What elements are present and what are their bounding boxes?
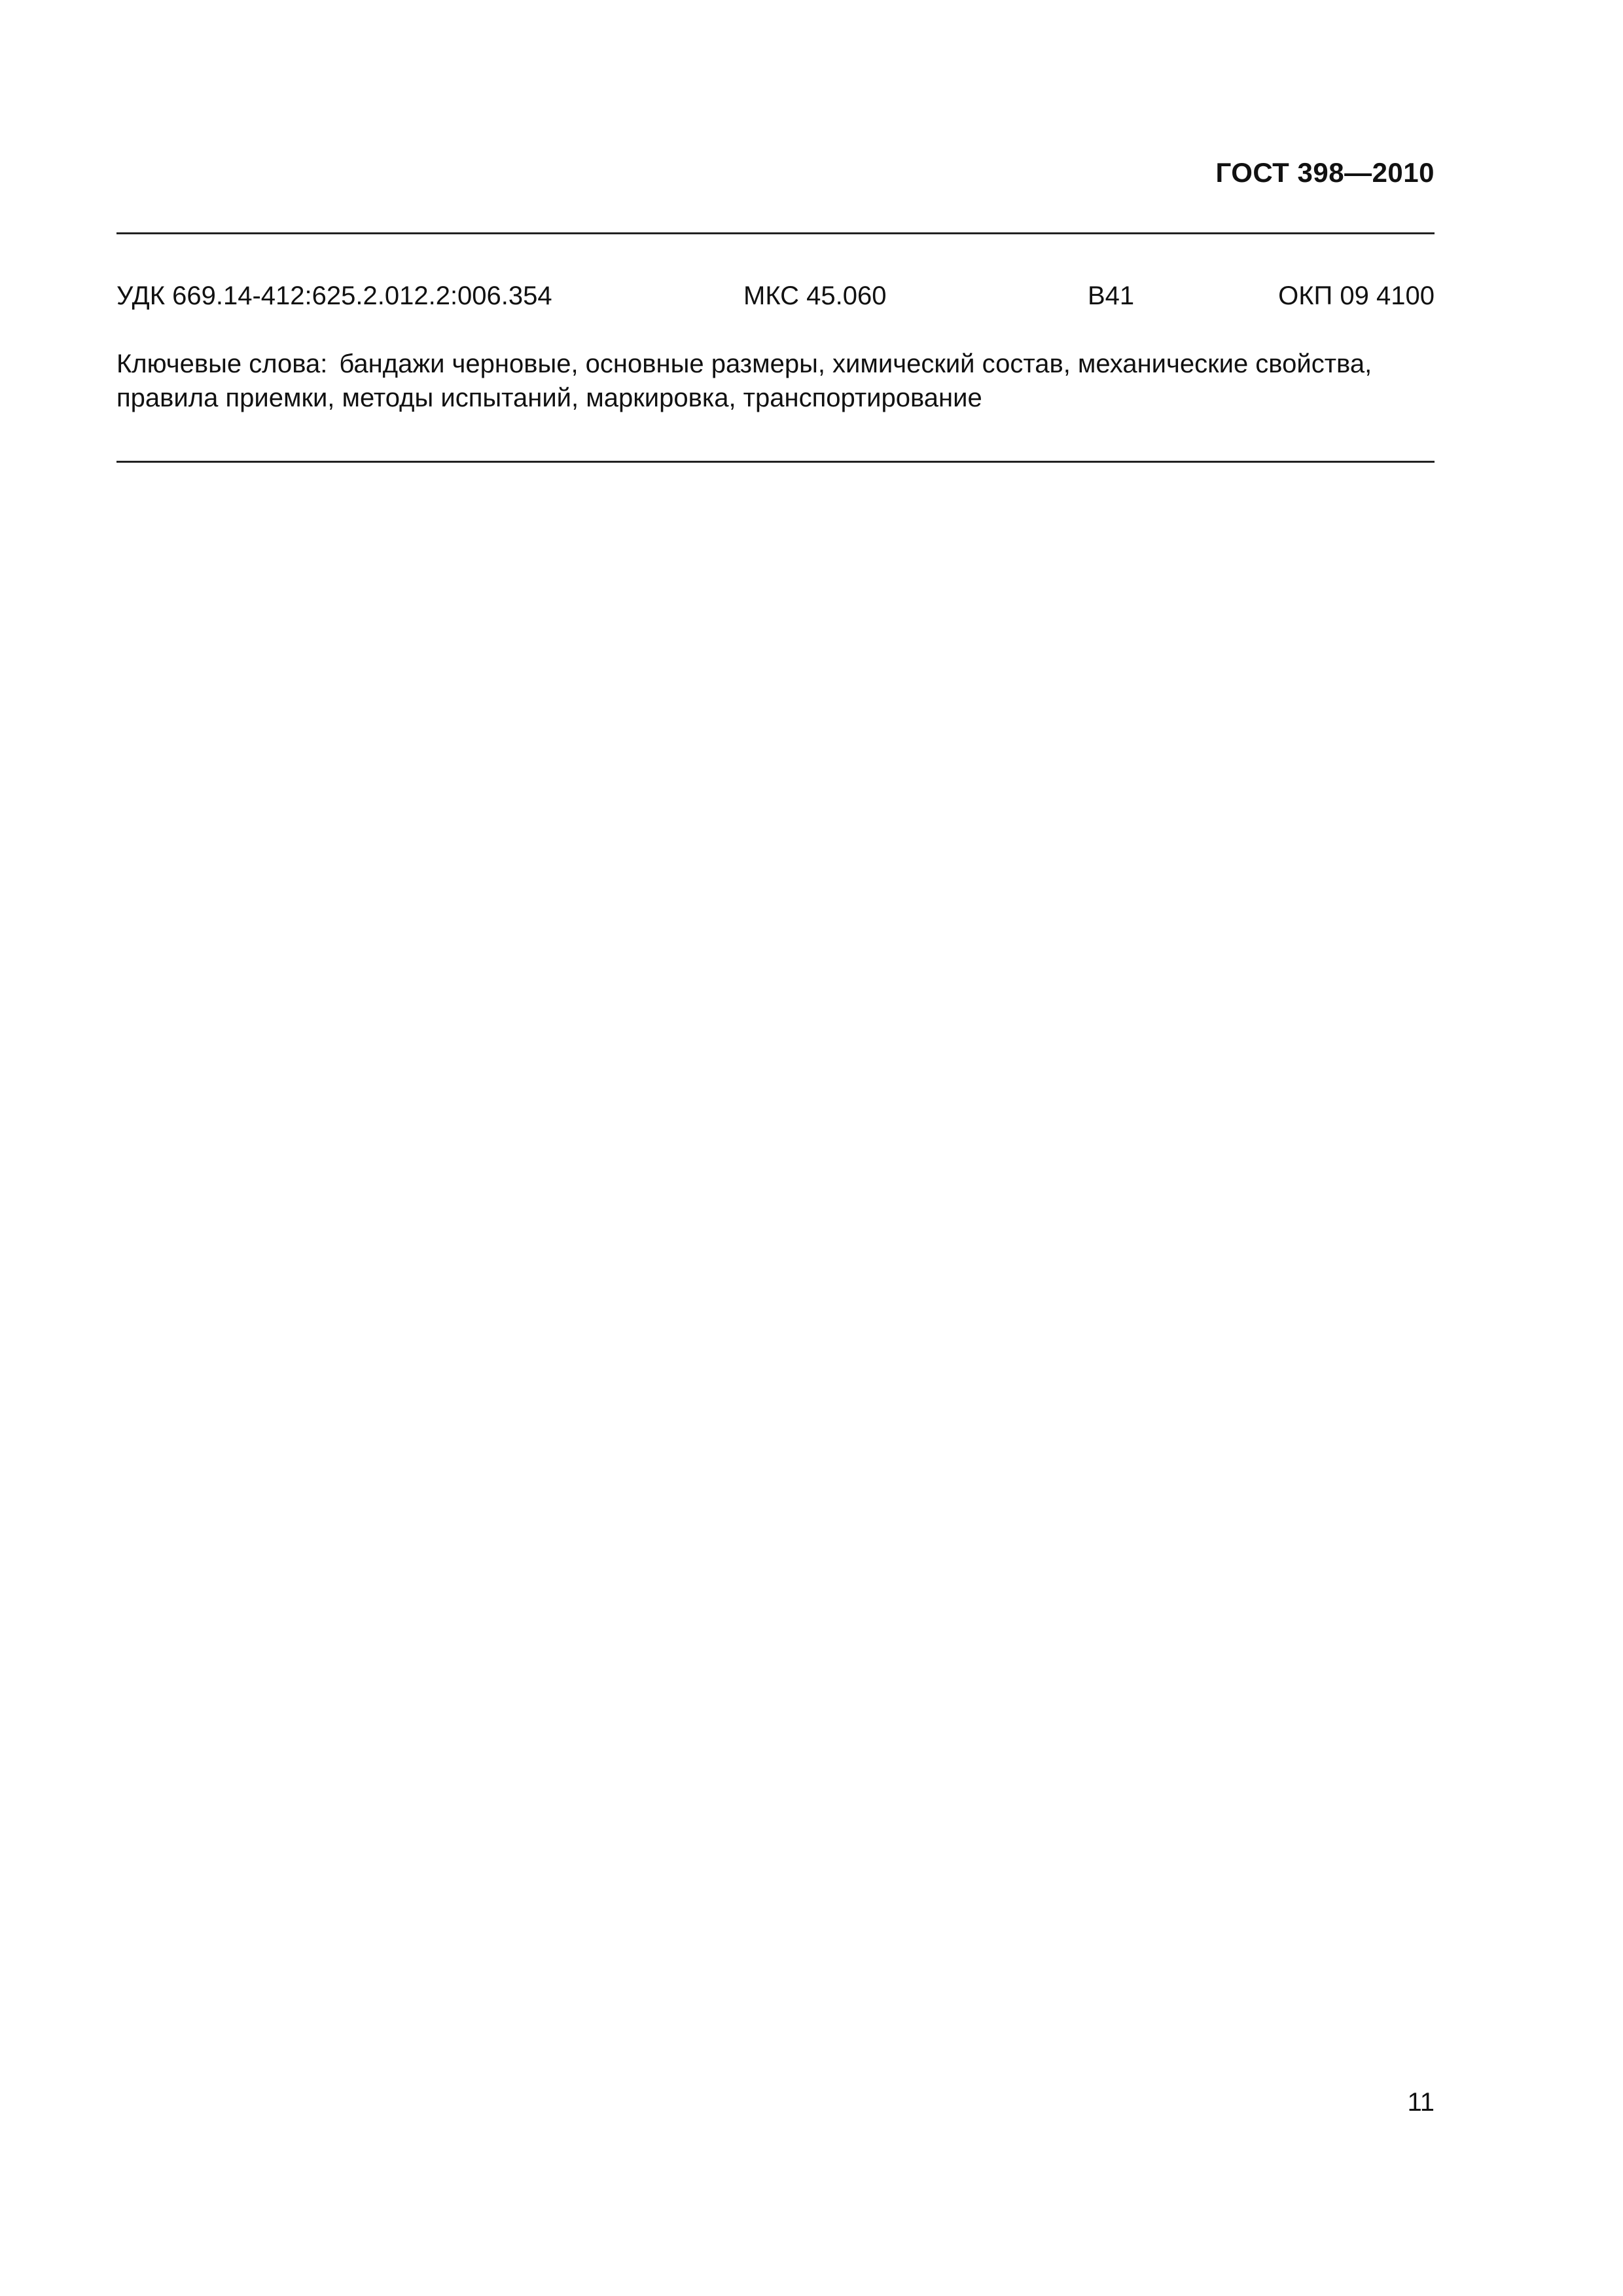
keywords-text-2: правила приемки, методы испытаний, маркировка, транспортирование xyxy=(116,384,982,412)
keywords-text-1: бандажи черновые, основные размеры, химический состав, механические свойства, xyxy=(339,350,1372,378)
mks-code: МКС 45.060 xyxy=(743,281,887,310)
keywords-label: Ключевые слова: xyxy=(116,350,328,378)
bottom-divider xyxy=(116,461,1435,463)
keywords-line-1 xyxy=(116,347,1445,381)
okp-code: ОКП 09 4100 xyxy=(1278,281,1435,310)
classification-row xyxy=(116,281,1435,318)
keywords-block xyxy=(116,347,1445,415)
udk-code: УДК 669.14-412:625.2.012.2:006.354 xyxy=(116,281,552,310)
group-code: В41 xyxy=(1088,281,1135,310)
standard-code: ГОСТ 398—2010 xyxy=(1215,157,1435,188)
top-divider xyxy=(116,232,1435,234)
page-number: 11 xyxy=(1407,2088,1435,2117)
